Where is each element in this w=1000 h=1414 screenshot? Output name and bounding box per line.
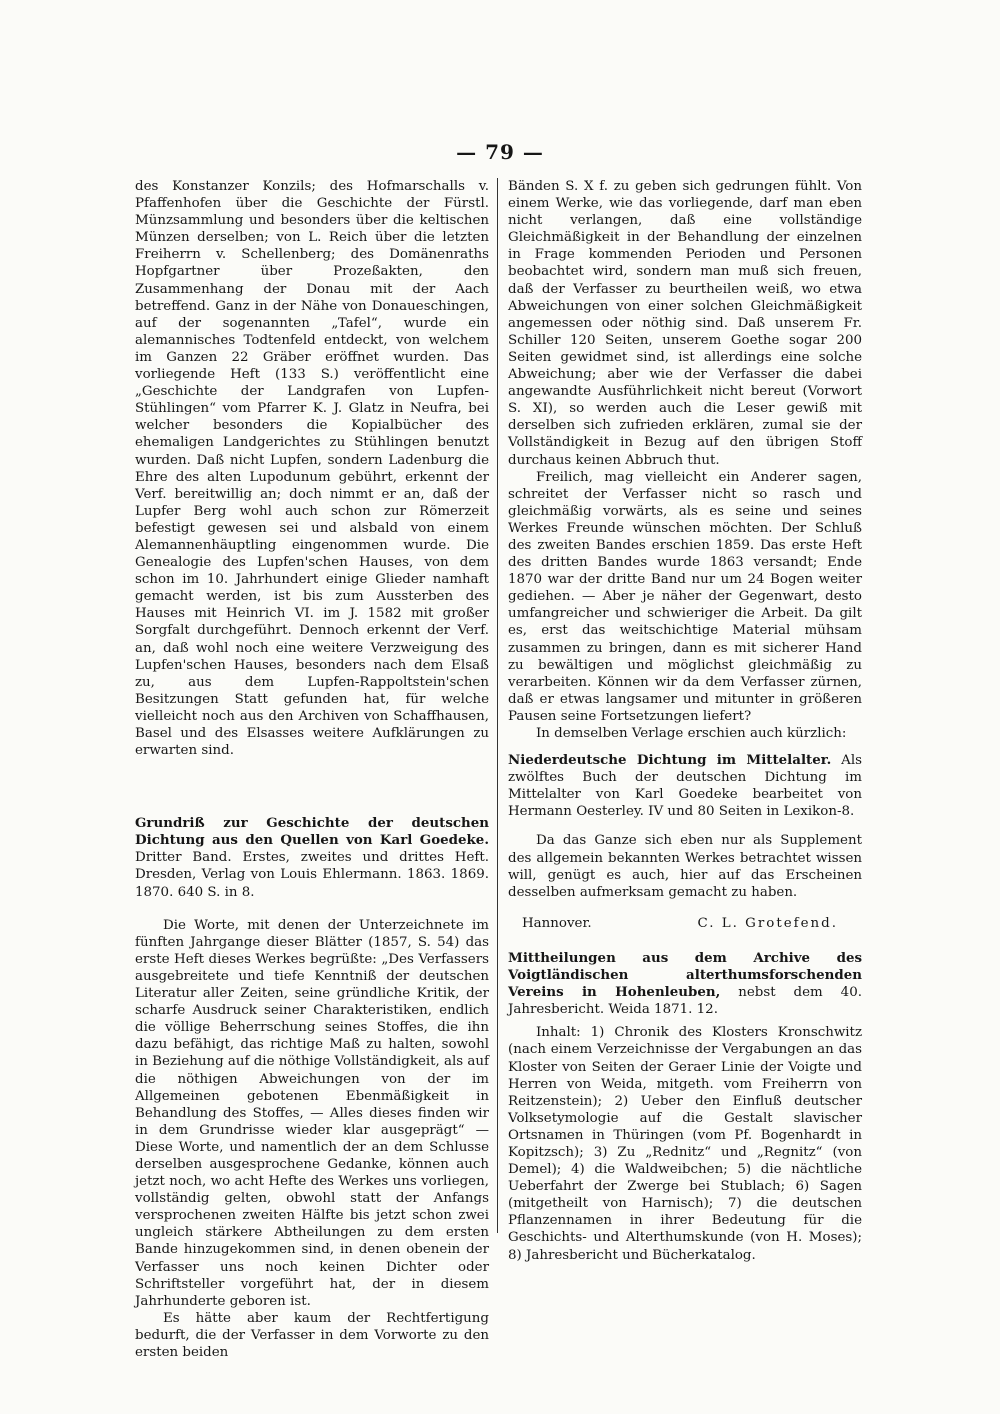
entry3-title: Mittheilungen aus dem Archive des Voigtländischen alterthumsforschenden Vereins in Hohenleuben,: [508, 949, 862, 1001]
book-entry-3: [508, 950, 862, 1018]
entry3-details: nebst dem 40. Jahresbericht. Weida 1871. 12.: [508, 985, 862, 1018]
book-entry-1: [135, 815, 489, 900]
book-title: Grundriß zur Geschichte der deutschen Dichtung aus den Quellen von Karl Goedeke.: [135, 815, 489, 849]
continuation-paragraph: Bänden S. X f. zu geben sich gedrungen fühlt. Von einem Werke, wie das vorliegende, darf man eben nicht verlangen, daß eine vollständige Gleichmäßigkeit in der Behandlung der einzelnen in Frage kommenden Perioden und Personen beobachtet wird, sondern man muß sich freuen, daß der Verfasser zu beurtheilen weiß, wo etwa Abweichungen von einer solchen Gleichmäßigkeit angemessen oder nöthig sind. Daß unserem Fr. Schiller 120 Seiten, unserem Goethe sogar 200 Seiten gewidmet sind, ist allerdings eine solche Abweichung; aber wie der Verfasser die dabei angewandte Ausführlichkeit nicht bereut (Vorwort S. XI), so werden auch die Leser gewiß mit derselben sich zufrieden erklären, zumal sie der Vollständigkeit in Bezug auf den übrigen Stoff durchaus keinen Abbruch thut.: [508, 179, 862, 468]
right-column: [508, 178, 862, 1264]
contents-paragraph: Inhalt: 1) Chronik des Klosters Kronschwitz (nach einem Verzeichnisse der Vergabungen an das Kloster von Seiten der Geraer Linie der Voigte und Herren von Weida, mitgeth. vom Freiherrn von Reitzenstein); 2) Ueber den Einfluß deutscher Volksetymologie auf die Gestalt slavischer Ortsnamen in Thüringen (vom Pf. Bogenhardt in Kopitzsch); 3) Zu „Rednitz“ und „Regnitz“ (von Demel); 4) die Waldweibchen; 5) die nächtliche Ueberfahrt der Zwerge bei Stublach; 6) Sagen (mitgetheilt von Harnisch); 7) die deutschen Pflanzennamen in ihrer Bedeutung für die Geschichts- und Alterthumskunde (von H. Moses); 8) Jahresbericht und Bücherkatalog.: [508, 1025, 862, 1263]
signature-place: Hannover.: [522, 915, 592, 931]
page-number: — 79 —: [456, 140, 544, 164]
spacer: [508, 901, 862, 915]
left-column: [135, 178, 489, 1361]
paragraph-supplement: Da das Ganze sich eben nur als Supplement des allgemein bekannten Werkes betrachtet wissen will, genügt es auch, hier auf das Erscheinen desselben aufmerksam gemacht zu haben.: [508, 833, 862, 900]
spacer: [508, 820, 862, 832]
spacer: [508, 742, 862, 752]
column-divider: [497, 178, 498, 1233]
entry2-title: Niederdeutsche Dichtung im Mittelalter.: [508, 752, 832, 769]
book-entry-2: [508, 752, 862, 820]
signature-line: [508, 915, 862, 932]
spacer: [508, 932, 862, 950]
signature-name: C. L. Grotefend.: [697, 915, 838, 931]
paragraph-verlag: In demselben Verlage erschien auch kürzlich:: [536, 726, 847, 741]
paragraph-freilich: Freilich, mag vielleicht ein Anderer sagen, schreitet der Verfasser nicht so rasch und gleichmäßig vorwärts, als es seine und seines Werkes Freunde wünschen möchten. Der Schluß des zweiten Bandes erschien 1859. Das erste Heft des dritten Bandes wurde 1863 versandt; Ende 1870 war der dritte Band nur um 24 Bogen weiter gediehen. — Aber je näher der Gegenwart, desto umfangreicher und schwieriger die Arbeit. Da gilt es, erst das weitschichtige Material mühsam zusammen zu bringen, dann es mit sicherer Hand zu bewältigen und möglichst gleichmäßig zu verarbeiten. Können wir da dem Verfasser zürnen, daß er etwas langsamer und mitunter in größeren Pausen seine Fortsetzungen liefert?: [508, 469, 862, 724]
entry2-details: Als zwölftes Buch der deutschen Dichtung im Mittelalter von Karl Goedeke bearbeitet von Hermann Oesterley. IV und 80 Seiten in Lexikon-8.: [508, 753, 862, 820]
review-paragraph-2: Es hätte aber kaum der Rechtfertigung bedurft, die der Verfasser in dem Vorworte zu den ersten beiden: [135, 1310, 489, 1360]
book-details: Dritter Band. Erstes, zweites und drittes Heft. Dresden, Verlag von Louis Ehlermann. 1863. 1869. 1870. 640 S. in 8.: [135, 850, 489, 900]
spacer: [135, 759, 489, 815]
spacer: [135, 901, 489, 917]
intro-paragraph: des Konstanzer Konzils; des Hofmarschalls v. Pfaffenhofen über die Geschichte der Fürstl. Münzsammlung und besonders über die keltischen Münzen derselben; von L. Reich über die letzten Freiherrn v. Schellenberg; des Domänenraths Hopfgartner über Prozeßakten, den Zusammenhang der Donau mit der Aach betreffend. Ganz in der Nähe von Donaueschingen, auf der sogenannten „Tafel“, wurde ein alemannisches Todtenfeld entdeckt, von welchem im Ganzen 22 Gräber eröffnet wurden. Das vorliegende Heft (133 S.) veröffentlicht eine „Geschichte der Landgrafen von Lupfen-Stühlingen“ vom Pfarrer K. J. Glatz in Neufra, bei welcher besonders die Kopialbücher des ehemaligen Landgerichtes zu Stühlingen benutzt wurden. Daß nicht Lupfen, sondern Ladenburg die Ehre des alten Lupodunum gebührt, erkennt der Verf. bereitwillig an; doch nimmt er an, daß der Lupfer Berg wohl auch schon zur Römerzeit befestigt gewesen sei und alsbald von einem Alemannenhäuptling eingenommen wurde. Die Genealogie des Lupfen'schen Hauses, von dem schon im 10. Jahrhundert einige Glieder namhaft gemacht werden, ist bis zum Aussterben des Hauses mit Heinrich VI. im J. 1582 mit großer Sorgfalt durchgeführt. Dennoch erkennt der Verf. an, daß wohl noch eine weitere Verzweigung des Lupfen'schen Hauses, besonders nach dem Elsaß zu, aus dem Lupfen-Rappoltstein'schen Besitzungen Statt gefunden hat, für welche vielleicht noch aus den Archiven von Schaffhausen, Basel und des Elsasses weitere Aufklärungen zu erwarten sind.: [135, 179, 489, 759]
review-paragraph-1: Die Worte, mit denen der Unterzeichnete im fünften Jahrgange dieser Blätter (1857, S. 54) das erste Heft dieses Werkes begrüßte: „Des Verfassers ausgebreitete und tiefe Kenntniß der deutschen Literatur aller Zeiten, seine gründliche Kritik, der scharfe Ausdruck seiner Charakteristiken, endlich die völlige Beherrschung seines Stoffes, die ihn dazu befähigt, das richtige Maß zu halten, sowohl in Beziehung auf die nöthige Vollständigkeit, als auf die nöthigen Abweichungen von der im Allgemeinen gebotenen Ebenmäßigkeit in Behandlung des Stoffes, — Alles dieses finden wir in dem Grundrisse wieder klar ausgeprägt“ — Diese Worte, und namentlich der an dem Schlusse derselben ausgesprochene Gedanke, können auch jetzt noch, wo acht Hefte des Werkes uns vorliegen, vollständig gelten, obwohl statt der Anfangs versprochenen zweiten Hälfte bis jetzt schon zwei ungleich stärkere Abtheilungen zu dem ersten Bande hinzugekommen sind, in denen obenein der Verfasser uns noch keinen Dichter oder Schriftsteller vorgeführt hat, der in diesem Jahrhunderte geboren ist.: [135, 917, 490, 1309]
